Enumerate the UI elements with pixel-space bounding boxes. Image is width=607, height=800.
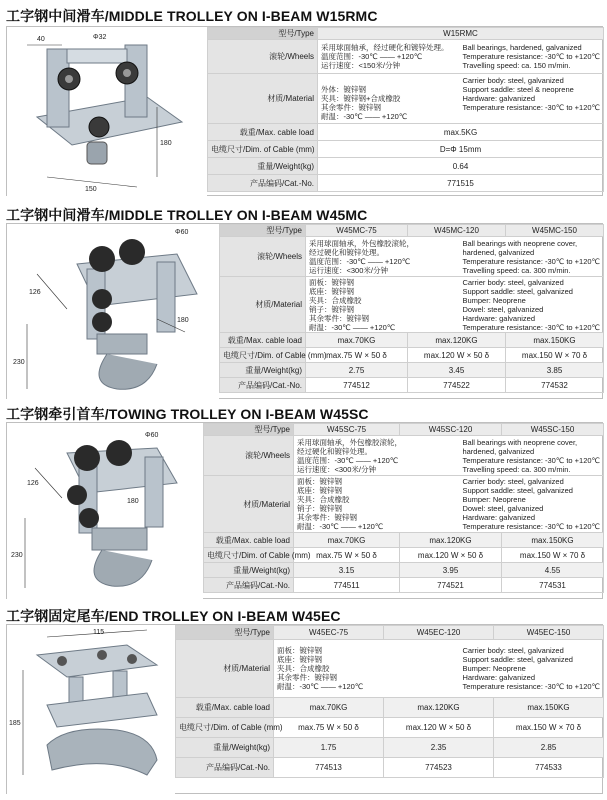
cat-value: 774523 xyxy=(384,758,494,778)
model-name: W45EC-120 xyxy=(384,626,494,640)
cat-value: 774531 xyxy=(502,578,604,593)
load-label: 载重/Max. cable load xyxy=(176,698,274,718)
dim-label: 180 xyxy=(160,140,172,147)
section-box xyxy=(6,26,603,196)
section-w45sc xyxy=(6,404,603,600)
type-label: 型号/Type xyxy=(176,626,274,640)
weight-label: 重量/Weight(kg) xyxy=(176,738,274,758)
load-value: max.150KG xyxy=(502,533,604,548)
section-title: 工字钢中间滑车/MIDDLE TROLLEY ON I-BEAM W15RMC xyxy=(6,8,378,24)
wheels-cn: 采用球面轴承，外包橡胶滚轮， 经过硬化和镀锌处理。 温度范围：-30℃ —— +120℃ 运行速度：<300米/分钟 xyxy=(309,238,414,275)
dim-label: 40 xyxy=(37,36,45,43)
model-name: W45EC-150 xyxy=(494,626,604,640)
spec-table xyxy=(207,27,604,192)
cat-value: 774522 xyxy=(408,378,506,393)
section-title: 工字钢中间滑车/MIDDLE TROLLEY ON I-BEAM W45MC xyxy=(6,207,368,223)
product-image xyxy=(7,27,207,197)
dim-label: 126 xyxy=(29,289,41,296)
wheels-cn: 采用球面轴承，经过硬化和镀锌处理。 温度范围：-30℃ —— +120℃ 运行速度：<150米/分钟 xyxy=(321,43,449,70)
material-en: Carrier body: steel, galvanized Support saddle: steel & neoprene Hardware: galvanized Temperature resistance: -30℃ to +120℃ xyxy=(462,76,600,112)
cable-value: max.150 W × 70 δ xyxy=(502,548,604,563)
dim-label: 180 xyxy=(127,498,139,505)
section-box xyxy=(6,223,603,399)
dim-label: 180 xyxy=(177,317,189,324)
cable-label: 电缆尺寸/Dim. of Cable (mm) xyxy=(204,548,294,563)
dim-label: Φ60 xyxy=(175,229,189,236)
load-value: max.70KG xyxy=(294,533,400,548)
wheels-en: Ball bearings with neoprene cover, hardened, galvanized Temperature resistance: -30℃ to +120℃ Travelling speed: ca. 300 m/min. xyxy=(462,238,600,275)
cat-value: 774512 xyxy=(306,378,408,393)
weight-value: 3.15 xyxy=(294,563,400,578)
wheels-cn: 采用球面轴承，外包橡胶滚轮， 经过硬化和镀锌处理。 温度范围：-30℃ —— +120℃ 运行速度：<300米/分钟 xyxy=(297,437,402,474)
cat-label: 产品编码/Cat.-No. xyxy=(204,578,294,593)
dim-label: Φ32 xyxy=(93,34,107,41)
load-value: max.70KG xyxy=(274,698,384,718)
model-name: W45MC-75 xyxy=(306,225,408,237)
weight-label: 重量/Weight(kg) xyxy=(208,158,318,175)
section-w45mc xyxy=(6,205,603,400)
weight-value: 0.64 xyxy=(318,158,604,175)
model-name: W15RMC xyxy=(318,28,604,40)
cable-label: 电缆尺寸/Dim. of Cable (mm) xyxy=(220,348,306,363)
material-label: 材质/Material xyxy=(204,476,294,533)
wheels-en: Ball bearings, hardened, galvanized Temperature resistance: -30℃ to +120℃ Travelling speed: ca. 150 m/min. xyxy=(462,43,600,70)
material-cn: 面板：镀锌钢 底座：镀锌钢 夹具：合成橡胶 销子：镀锌钢 其余零件：镀锌钢 耐温：-30℃ —— +120℃ xyxy=(297,477,384,531)
weight-value: 2.35 xyxy=(384,738,494,758)
dim-label: 230 xyxy=(11,552,23,559)
model-name: W45EC-75 xyxy=(274,626,384,640)
wheels-label: 滚轮/Wheels xyxy=(208,40,318,74)
material-label: 材质/Material xyxy=(220,277,306,333)
type-label: 型号/Type xyxy=(204,424,294,436)
wheels-en: Ball bearings with neoprene cover, hardened, galvanized Temperature resistance: -30℃ to +120℃ Travelling speed: ca. 300 m/min. xyxy=(462,437,600,474)
trolley-drawing xyxy=(7,224,219,400)
load-label: 载重/Max. cable load xyxy=(208,124,318,141)
cable-value: max.75 W × 50 δ xyxy=(306,348,408,363)
weight-value: 3.85 xyxy=(506,363,604,378)
model-name: W45SC-75 xyxy=(294,424,400,436)
wheels-label: 滚轮/Wheels xyxy=(204,436,294,476)
cat-value: 774511 xyxy=(294,578,400,593)
weight-label: 重量/Weight(kg) xyxy=(204,563,294,578)
trolley-drawing xyxy=(7,423,203,600)
product-image xyxy=(7,625,175,795)
cable-value: max.75 W × 50 δ xyxy=(274,718,384,738)
cat-value: 774521 xyxy=(400,578,502,593)
load-value: max.120KG xyxy=(384,698,494,718)
material-en: Carrier body: steel, galvanized Support saddle: steel, galvanized Bumper: Neoprene Hardware: galvanized Temperature resistance: -30℃ to +120℃ xyxy=(462,646,600,691)
weight-value: 4.55 xyxy=(502,563,604,578)
dim-label: 150 xyxy=(85,186,97,193)
cable-value: max.120 W × 50 δ xyxy=(400,548,502,563)
spec-table xyxy=(203,423,604,593)
cable-value: max.120 W × 50 δ xyxy=(384,718,494,738)
trolley-drawing xyxy=(7,625,175,795)
section-box xyxy=(6,624,603,794)
type-label: 型号/Type xyxy=(208,28,318,40)
section-w15rmc xyxy=(6,6,603,198)
model-name: W45MC-150 xyxy=(506,225,604,237)
trolley-drawing xyxy=(7,27,207,197)
section-w45ec xyxy=(6,606,603,796)
dim-label: Φ60 xyxy=(145,432,159,439)
weight-value: 2.85 xyxy=(494,738,604,758)
model-name: W45SC-120 xyxy=(400,424,502,436)
material-label: 材质/Material xyxy=(208,74,318,124)
weight-value: 2.75 xyxy=(306,363,408,378)
load-value: max.5KG xyxy=(318,124,604,141)
cat-value: 774533 xyxy=(494,758,604,778)
type-label: 型号/Type xyxy=(220,225,306,237)
dim-label: 115 xyxy=(93,629,105,636)
weight-label: 重量/Weight(kg) xyxy=(220,363,306,378)
cable-value: max.150 W × 70 δ xyxy=(506,348,604,363)
dim-label: 126 xyxy=(27,480,39,487)
cable-value: max.75 W × 50 δ xyxy=(294,548,400,563)
material-cn: 面板：镀锌钢 底座：镀锌钢 夹具：合成橡胶 其余零件：镀锌钢 耐温：-30℃ —— +120℃ xyxy=(277,646,364,691)
cat-value: 771515 xyxy=(318,175,604,192)
material-en: Carrier body: steel, galvanized Support saddle: steel, galvanized Bumper: Neoprene Dowel: steel, galvanized Hardware: galvanized Temperature resistance: -30℃ to +120℃ xyxy=(462,277,600,332)
model-name: W45SC-150 xyxy=(502,424,604,436)
load-value: max.120KG xyxy=(400,533,502,548)
cat-value: 774532 xyxy=(506,378,604,393)
dim-label: 185 xyxy=(9,720,21,727)
cat-label: 产品编码/Cat.-No. xyxy=(208,175,318,192)
material-cn: 外体：镀锌钢 夹具：镀锌钢+合成橡胶 其余零件：镀锌钢 耐温：-30℃ —— +120℃ xyxy=(321,85,408,121)
load-value: max.120KG xyxy=(408,333,506,348)
spec-table xyxy=(219,224,604,393)
section-title: 工字钢固定尾车/END TROLLEY ON I-BEAM W45EC xyxy=(6,608,341,624)
cable-value: D=Φ 15mm xyxy=(318,141,604,158)
material-cn: 面板：镀锌钢 底座：镀锌钢 夹具：合成橡胶 销子：镀锌钢 其余零件：镀锌钢 耐温：-30℃ —— +120℃ xyxy=(309,277,396,332)
weight-value: 1.75 xyxy=(274,738,384,758)
cable-label: 电缆尺寸/Dim. of Cable (mm) xyxy=(208,141,318,158)
material-en: Carrier body: steel, galvanized Support saddle: steel, galvanized Bumper: Neoprene Dowel: steel, galvanized Hardware: galvanized Temperature resistance: -30℃ to +120℃ xyxy=(462,477,600,531)
product-image xyxy=(7,224,219,400)
load-value: max.70KG xyxy=(306,333,408,348)
cable-label: 电缆尺寸/Dim. of Cable (mm) xyxy=(176,718,274,738)
model-name: W45MC-120 xyxy=(408,225,506,237)
weight-value: 3.95 xyxy=(400,563,502,578)
wheels-label: 滚轮/Wheels xyxy=(220,237,306,277)
product-image xyxy=(7,423,203,600)
load-value: max.150KG xyxy=(506,333,604,348)
section-title: 工字钢牵引首车/TOWING TROLLEY ON I-BEAM W45SC xyxy=(6,406,369,422)
dim-label: 230 xyxy=(13,359,25,366)
cable-value: max.120 W × 50 δ xyxy=(408,348,506,363)
cable-value: max.150 W × 70 δ xyxy=(494,718,604,738)
cat-value: 774513 xyxy=(274,758,384,778)
section-box xyxy=(6,422,603,599)
load-value: max.150KG xyxy=(494,698,604,718)
spec-table xyxy=(175,625,604,778)
cat-label: 产品编码/Cat.-No. xyxy=(220,378,306,393)
cat-label: 产品编码/Cat.-No. xyxy=(176,758,274,778)
weight-value: 3.45 xyxy=(408,363,506,378)
load-label: 载重/Max. cable load xyxy=(220,333,306,348)
load-label: 载重/Max. cable load xyxy=(204,533,294,548)
material-label: 材质/Material xyxy=(176,640,274,698)
